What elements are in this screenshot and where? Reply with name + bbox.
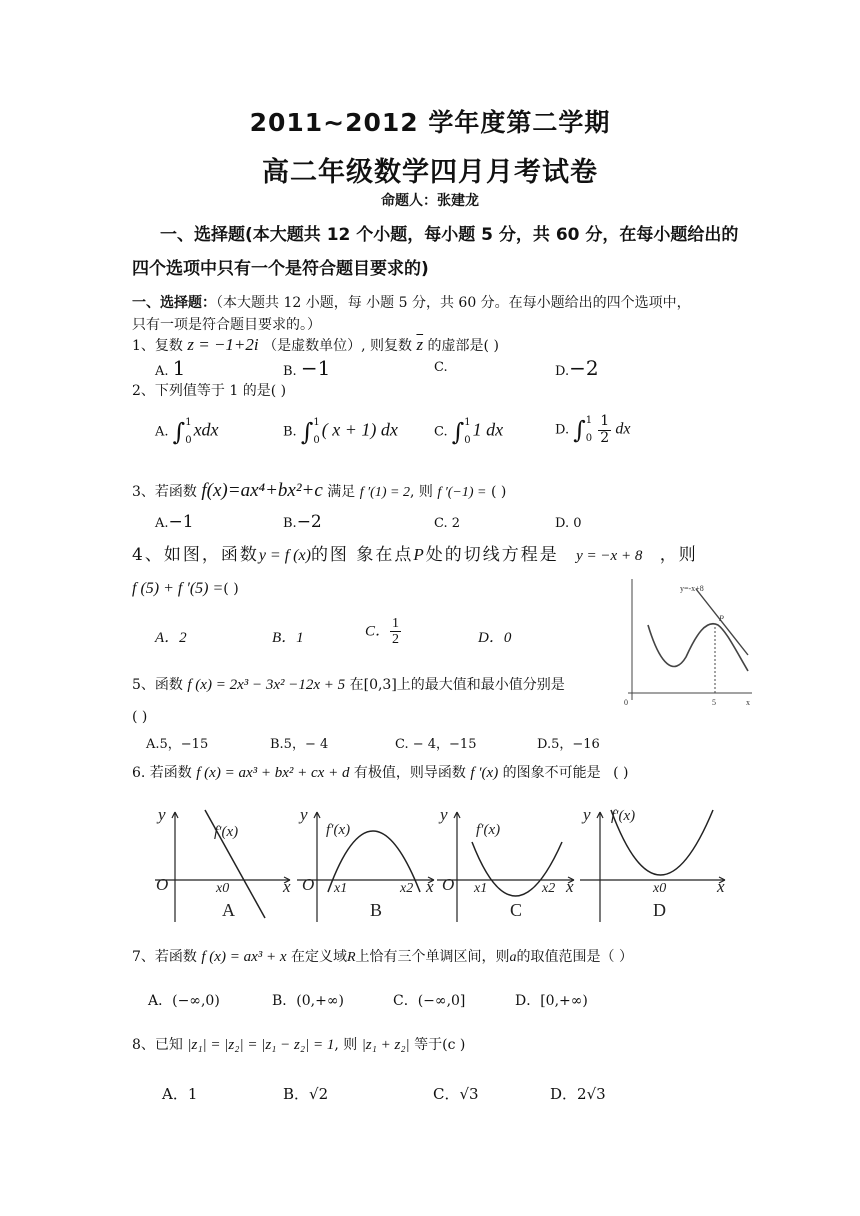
section-intro-line2: 只有一项是符合题目要求的。） — [132, 317, 321, 333]
q1-number: 1、复数 — [132, 338, 183, 354]
svg-text:x: x — [717, 877, 725, 896]
question-4-line2: f (5) + f ′(5) =( ) — [132, 580, 239, 597]
q4-option-b: B．1 — [272, 630, 304, 646]
svg-text:x2: x2 — [400, 881, 414, 896]
question-1 — [132, 335, 499, 355]
svg-text:f′(x): f′(x) — [326, 822, 351, 838]
q6-graph-d — [580, 805, 725, 922]
q5-option-b: B.5，− 4 — [270, 737, 329, 752]
q7-option-b: B．(0,+∞) — [272, 993, 344, 1009]
q3-option-c: C. 2 — [434, 516, 461, 531]
q1-option-c: C. — [434, 360, 448, 375]
question-3: 3、若函数 f(x)=ax⁴+bx²+c 满足 f ′(1) = 2, 则 f ′(−1) = ( ) — [132, 480, 507, 501]
svg-text:x0: x0 — [216, 881, 230, 896]
q2-option-d: D. ∫ 1 0 $\frac{1}{2}$ dx — [555, 413, 631, 446]
svg-text:y: y — [583, 805, 591, 824]
question-7: 7、若函数 f (x) = ax³ + x 在定义域R上恰有三个单调区间，则a的取值范围是（ ） — [132, 949, 633, 965]
svg-text:x0: x0 — [653, 881, 667, 896]
q3-option-a: A.−1 — [155, 512, 194, 532]
svg-text:x1: x1 — [474, 881, 488, 896]
q4-option-d: D．0 — [478, 630, 512, 646]
q4-option-c: C． $\frac{1}{2}$ — [365, 616, 400, 648]
q1-option-d: D.−2 — [555, 356, 599, 380]
q1-expression: z = −1+2i — [187, 335, 259, 354]
svg-text:y: y — [440, 805, 448, 824]
q2-option-c: C. ∫ 1 0 1 dx — [434, 417, 504, 446]
q1-option-b: B. −1 — [283, 356, 331, 380]
exam-year-title: 2011~2012 学年度第二学期 — [249, 108, 611, 137]
exam-title: 高二年级数学四月月考试卷 — [262, 157, 598, 188]
q3-option-b: B.−2 — [283, 512, 322, 532]
q7-option-d: D．[0,+∞) — [515, 993, 588, 1009]
svg-text:x: x — [283, 877, 291, 896]
q5-option-d: D.5，−16 — [537, 737, 600, 752]
q6-graph-c — [437, 805, 574, 922]
svg-text:D: D — [653, 900, 666, 920]
section-intro-head: 一、选择题： — [132, 295, 216, 311]
svg-text:f′(x): f′(x) — [476, 822, 501, 838]
q4-tangent-label: y=-x+8 — [680, 584, 704, 593]
q4-curve — [648, 624, 748, 671]
svg-text:x1: x1 — [334, 881, 348, 896]
svg-text:x: x — [566, 877, 574, 896]
svg-text:y: y — [300, 805, 308, 824]
svg-text:x: x — [426, 877, 434, 896]
q1-end: 的虚部是( ) — [427, 338, 499, 354]
q4-point-p: P — [719, 614, 724, 623]
svg-text:A: A — [222, 900, 235, 920]
q8-option-b: B．√2 — [283, 1085, 329, 1103]
section-intro-line1 — [132, 292, 691, 312]
section-heading-line1: 一、选择题(本大题共 12 个小题，每小题 5 分，共 60 分，在每小题给出的 — [160, 225, 739, 245]
q5-option-c: C. − 4，−15 — [395, 737, 477, 752]
q1-middle: （是虚数单位）, 则复数 — [263, 338, 412, 354]
q3-expression: f(x)=ax⁴+bx²+c — [201, 480, 323, 501]
svg-text:f′(x): f′(x) — [611, 808, 636, 824]
q5-option-a: A.5，−15 — [146, 737, 209, 752]
q6-graph-b — [297, 805, 434, 922]
q8-option-c: C．√3 — [433, 1085, 479, 1103]
svg-text:C: C — [510, 900, 523, 920]
q7-option-c: C．(−∞,0] — [393, 993, 466, 1009]
question-5: 5、函数 f (x) = 2x³ − 3x² −12x + 5 在[0,3]上的最大值和最小值分别是 — [132, 677, 565, 693]
question-8: 8、已知 |z₁| = |z₂| = |z₁ − z₂| = 1, 则 |z₁ + z₂| 等于(c ) — [132, 1037, 466, 1053]
q4-x-label: x — [746, 698, 750, 707]
q7-option-a: A．(−∞,0) — [148, 993, 220, 1009]
svg-text:f′(x): f′(x) — [214, 824, 239, 840]
section-intro-text: （本大题共 12 小题，每 小题 5 分，共 60 分。在每小题给出的四个选项中， — [216, 295, 691, 311]
svg-text:O: O — [442, 875, 455, 894]
q2-option-a: A. ∫ 1 0 xdx — [155, 417, 219, 446]
q8-option-a: A．1 — [162, 1085, 198, 1103]
q2-option-b: B. ∫ 1 0 ( x + 1) dx — [283, 417, 398, 446]
svg-text:O: O — [156, 875, 169, 894]
q3-option-d: D. 0 — [555, 516, 582, 531]
section-heading-line2: 四个选项中只有一个是符合题目要求的) — [132, 259, 429, 279]
q4-origin: 0 — [624, 698, 628, 707]
q5-paren: ( ) — [132, 709, 148, 725]
q4-option-a: A．2 — [155, 630, 187, 646]
q6-graph-a — [155, 805, 291, 922]
question-2: 2、下列值等于 1 的是( ) — [132, 383, 287, 399]
q4-x5-label: 5 — [712, 698, 716, 707]
svg-text:B: B — [370, 900, 383, 920]
q1-zbar: $\overline{z}$ — [416, 335, 424, 354]
question-4-line1: 4、如图，函数y = f (x)的图 象在点P处的切线方程是 y = −x + 8 ，则 — [132, 545, 698, 565]
svg-text:x2: x2 — [542, 881, 556, 896]
svg-text:O: O — [302, 875, 315, 894]
q8-option-d: D．2√3 — [550, 1085, 606, 1103]
question-6: 6. 若函数 f (x) = ax³ + bx² + cx + d 有极值，则导函数 f ′(x) 的图象不可能是 ( ) — [132, 765, 629, 781]
q1-option-a: A. 1 — [155, 356, 186, 380]
exam-author: 命题人：张建龙 — [381, 193, 479, 209]
q4-function-graph — [618, 575, 756, 710]
q6-graphs — [150, 800, 740, 925]
svg-text:y: y — [158, 805, 166, 824]
